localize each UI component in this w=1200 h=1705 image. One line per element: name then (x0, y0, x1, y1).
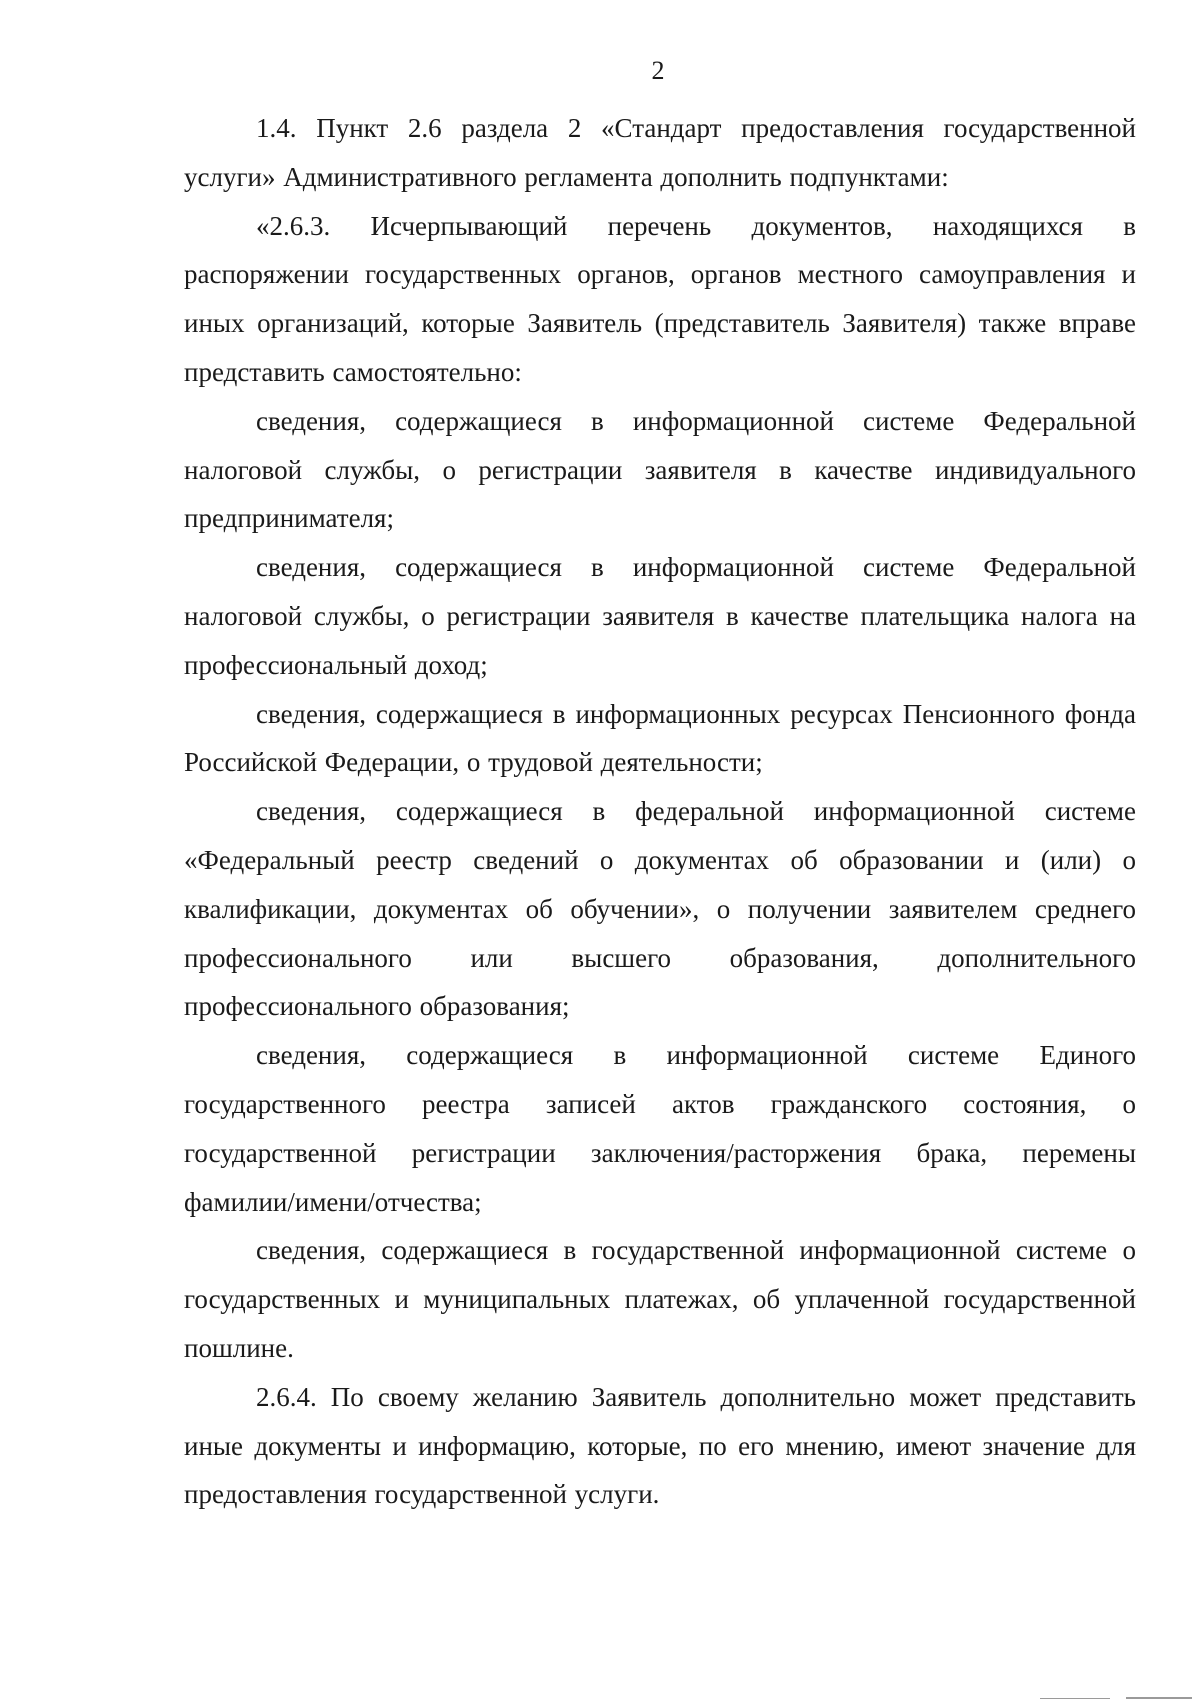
scan-artifact-line (1126, 1697, 1192, 1699)
scan-artifact-line (1040, 1698, 1110, 1699)
paragraph-2-6-4: 2.6.4. По своему желанию Заявитель дополнительно может представить иные документы и информацию, которые, по его мнению, имеют значение для предоставления государственной услуги. (184, 1381, 1136, 1510)
page-number: 2 (651, 56, 665, 85)
paragraph-state-payments: сведения, содержащиеся в государственной информационной системе о государственных и муниципальных платежах, об уплаченной государственной пошлине. (184, 1235, 1136, 1363)
paragraph-fns-individual-entrepreneur: сведения, содержащиеся в информационной системе Федеральной налоговой службы, о регистрации заявителя в качестве индивидуального предпринимателя; (184, 405, 1136, 534)
document-body (184, 104, 1136, 1519)
paragraph-education-registry: сведения, содержащиеся в федеральной информационной системе «Федеральный реестр сведений о документах об образовании и (или) о квалификации, документах об обучении», о получении заявителем среднего профессионального или высшего образования, дополнительного профессионального образования; (184, 796, 1136, 1022)
paragraph-fns-professional-income: сведения, содержащиеся в информационной системе Федеральной налоговой службы, о регистрации заявителя в качестве плательщика налога на профессиональный доход; (184, 552, 1136, 680)
paragraph-civil-status-registry: сведения, содержащиеся в информационной системе Единого государственного реестра записей актов гражданского состояния, о государственной регистрации заключения/расторжения брака, перемены фамилии/имени/отчества; (184, 1040, 1136, 1217)
paragraph-2-6-3: «2.6.3. Исчерпывающий перечень документов, находящихся в распоряжении государственных органов, органов местного самоуправления и иных организаций, которые Заявитель (представитель Заявителя) также вправе представить самостоятельно: (184, 210, 1136, 387)
paragraph-pension-fund: сведения, содержащиеся в информационных ресурсах Пенсионного фонда Российской Федерации, о трудовой деятельности; (184, 698, 1136, 778)
paragraph-1-4: 1.4. Пункт 2.6 раздела 2 «Стандарт предоставления государственной услуги» Административного регламента дополнить подпунктами: (184, 113, 1136, 192)
